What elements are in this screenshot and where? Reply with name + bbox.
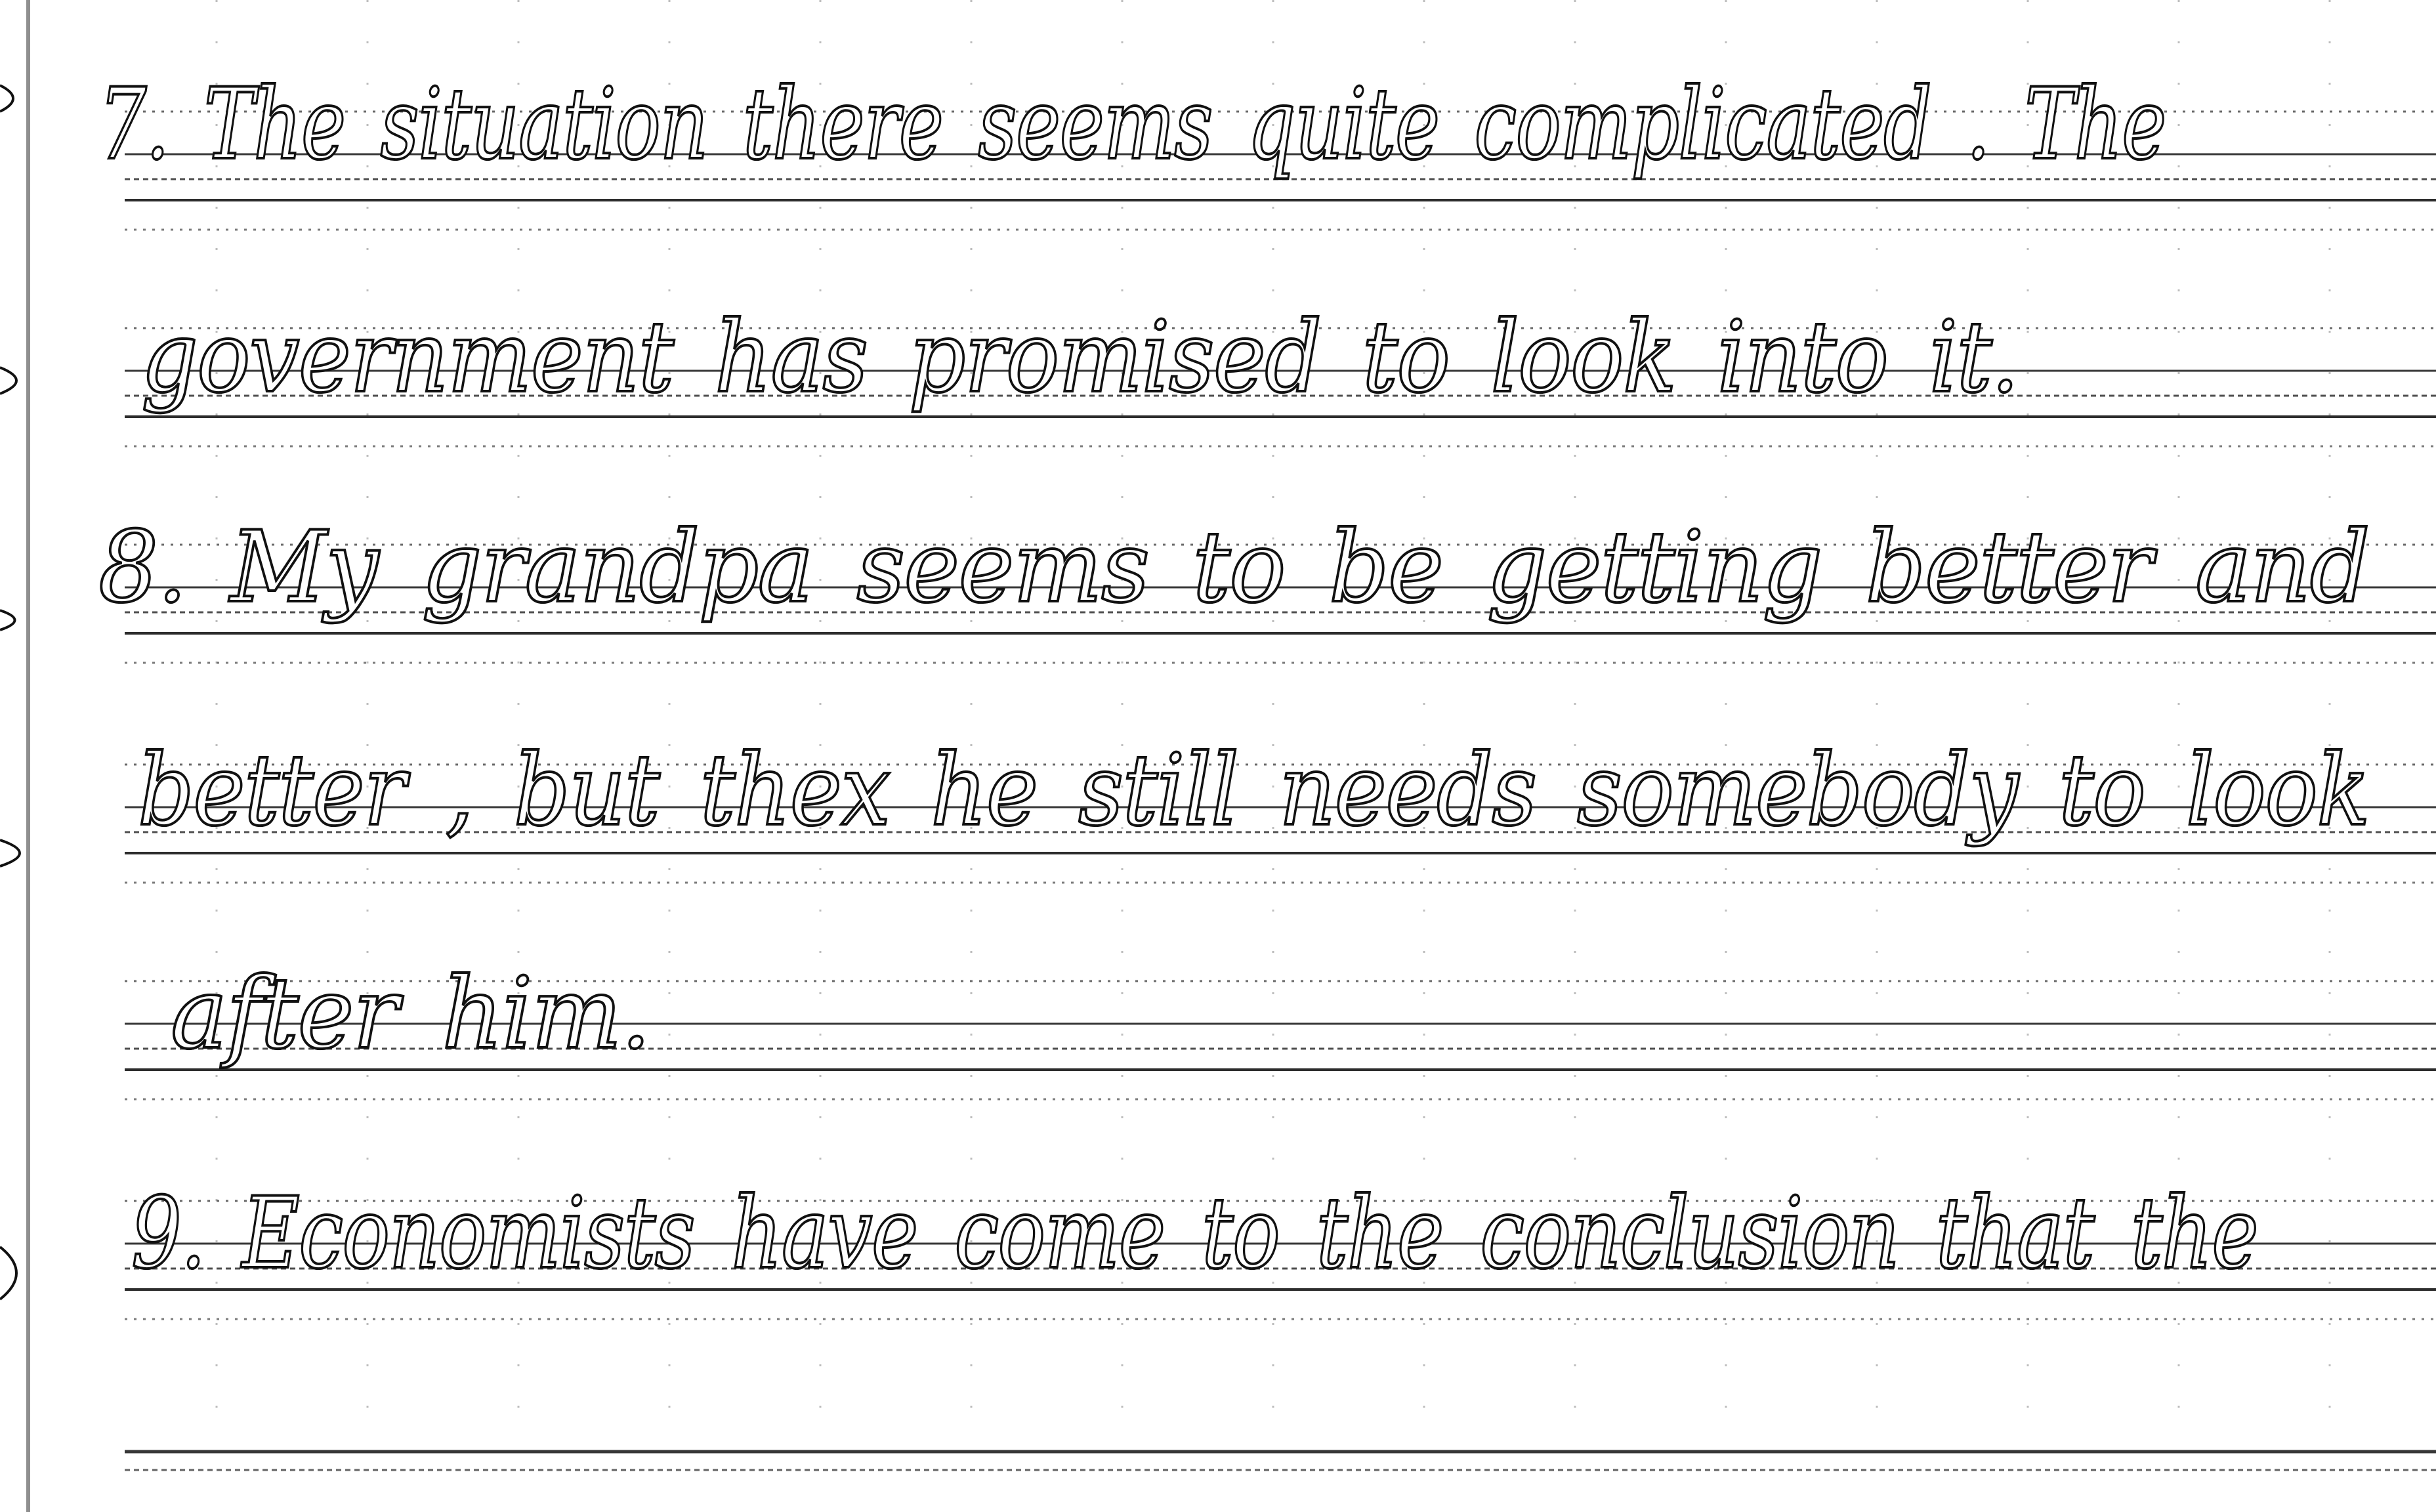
handwritten-word: The — [203, 68, 345, 182]
handwritten-word: getting — [1486, 511, 1822, 625]
handwritten-word: have — [731, 1177, 917, 1291]
handwritten-word: into — [1717, 301, 1888, 415]
handwritten-word: come — [954, 1177, 1165, 1291]
handwritten-word: look — [1490, 301, 1676, 415]
handwritten-word: promised — [908, 301, 1321, 415]
handwritten-word: has — [714, 301, 868, 415]
handwritten-word: , — [446, 734, 473, 848]
handwriting-line-1 — [98, 68, 2166, 182]
handwritten-word: to — [1362, 301, 1450, 415]
handwritten-word: after — [171, 957, 398, 1071]
handwritten-word: 9. — [131, 1177, 205, 1291]
handwritten-word: better — [138, 734, 405, 848]
handwritten-word: . — [1966, 68, 1990, 182]
handwritten-word: there — [742, 68, 943, 182]
handwritten-word: somebody — [1577, 734, 2018, 848]
handwriting-line-2 — [141, 301, 2019, 415]
handwritten-word: needs — [1278, 734, 1536, 848]
handwritten-word: be — [1328, 511, 1443, 625]
handwritten-word: the — [1316, 1177, 1443, 1291]
handwritten-word: to — [2058, 734, 2145, 848]
handwritten-word: to — [1202, 1177, 1280, 1291]
margin-marks — [0, 85, 20, 1299]
handwritten-word: 7. — [98, 68, 169, 182]
handwritten-word: still — [1078, 734, 1238, 848]
handwritten-word: he — [931, 734, 1038, 848]
handwritten-word: seems — [978, 68, 1212, 182]
handwritten-word: look — [2185, 734, 2369, 848]
handwritten-word: it. — [1929, 301, 2019, 415]
handwritten-word: thex — [700, 734, 890, 848]
handwritten-word: that — [1935, 1177, 2094, 1291]
handwritten-word: the — [2130, 1177, 2258, 1291]
handwritten-word: conclusion — [1480, 1177, 1899, 1291]
handwritten-word: but — [513, 734, 659, 848]
handwritten-word: The — [2025, 68, 2166, 182]
handwriting-line-3 — [98, 511, 2369, 625]
handwritten-word: government — [141, 301, 673, 415]
handwritten-word: seems — [856, 511, 1149, 625]
handwritten-word: quite — [1247, 68, 1439, 182]
handwritten-word: grandpa — [421, 511, 813, 625]
handwriting-line-4 — [138, 734, 2369, 848]
handwritten-word: better — [1865, 511, 2151, 625]
handwritten-word: My — [230, 511, 378, 625]
handwritten-word: and — [2195, 511, 2369, 625]
handwritten-word: situation — [380, 68, 708, 182]
handwriting-line-5 — [171, 957, 650, 1071]
handwritten-word: complicated — [1474, 68, 1931, 182]
handwritten-word: to — [1192, 511, 1285, 625]
handwriting-line-6 — [131, 1177, 2258, 1291]
handwritten-word: him. — [442, 957, 650, 1071]
handwritten-word: Economists — [242, 1177, 695, 1291]
handwritten-word: 8. — [98, 511, 186, 625]
